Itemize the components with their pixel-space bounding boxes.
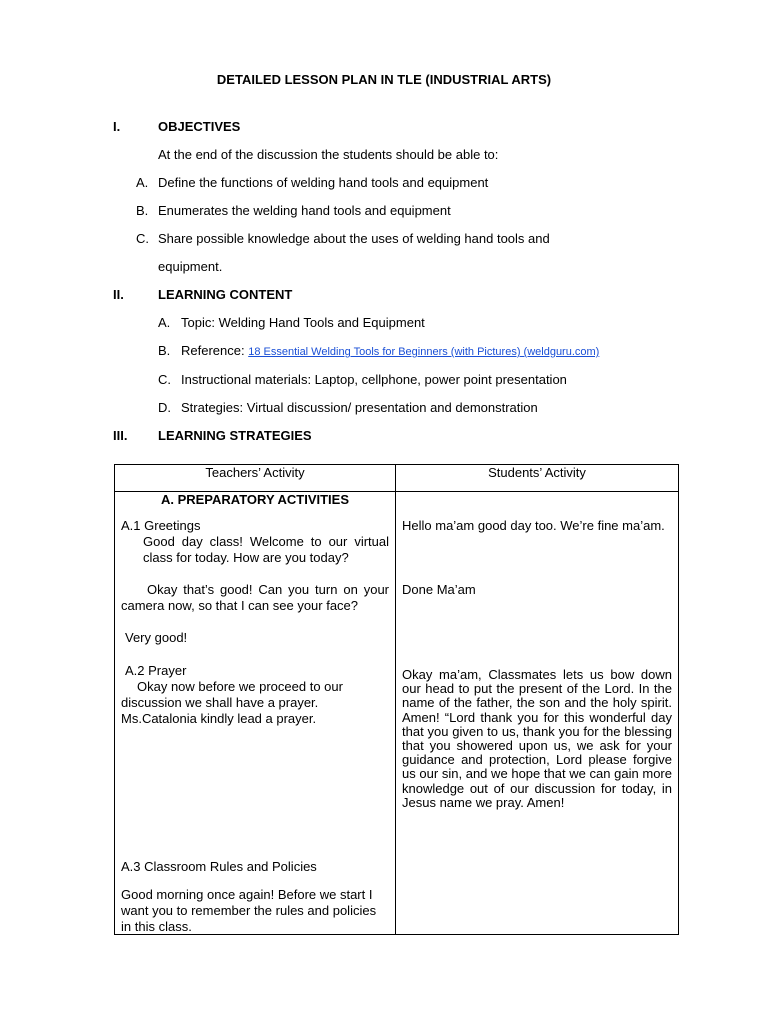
content-d-letter: D. — [158, 400, 171, 415]
a1-teacher-very-good: Very good! — [125, 630, 188, 645]
teacher-activity-cell — [115, 492, 396, 935]
section-1-numeral: I. — [113, 119, 121, 134]
header-teachers-activity: Teachers’ Activity — [115, 465, 396, 492]
content-c-text: Instructional materials: Laptop, cellphone, power point presentation — [181, 372, 567, 387]
table-header-row — [115, 465, 679, 492]
objective-c-text: Share possible knowledge about the uses of welding hand tools and — [158, 231, 550, 246]
a1-student-done: Done Ma’am — [402, 582, 476, 597]
section-2-heading: LEARNING CONTENT — [158, 287, 293, 302]
reference-label: Reference: — [181, 343, 249, 358]
a2-teacher-prayer: Okay now before we proceed to our discussion we shall have a prayer. Ms.Catalonia kindly lead a prayer. — [121, 679, 343, 726]
a2-label: A.2 Prayer — [125, 663, 187, 678]
section-3-numeral: III. — [113, 428, 128, 443]
a3-teacher-rules: Good morning once again! Before we start I want you to remember the rules and policies in this class. — [121, 887, 377, 934]
a1-label: A.1 Greetings — [121, 518, 201, 533]
objective-b-text: Enumerates the welding hand tools and equipment — [158, 203, 451, 218]
objective-c-continuation: equipment. — [158, 259, 223, 274]
content-a-text: Topic: Welding Hand Tools and Equipment — [181, 315, 425, 330]
objective-a-letter: A. — [136, 175, 149, 190]
a2-student-prayer: Okay ma’am, Classmates lets us bow down our head to put the present of the Lord. In the name of the father, the son and the holy spirit. Amen! “Lord thank you for this wonderful day that you given to us, thank you for the blessing that you showered upon us, we ask for your guidance and protection, Lord please forgive us our sin, and we hope that we can gain more knowledge out of our discussion for today, in Jesus name we pray. Amen! — [402, 667, 672, 810]
content-b-letter: B. — [158, 343, 171, 358]
a1-teacher-greeting: Good day class! Welcome to our virtual class for today. How are you today? — [143, 534, 389, 565]
header-students-activity: Students’ Activity — [396, 465, 679, 492]
content-a-letter: A. — [158, 315, 171, 330]
document-title: DETAILED LESSON PLAN IN TLE (INDUSTRIAL ARTS) — [216, 72, 552, 87]
student-activity-cell — [396, 492, 679, 935]
content-b-text — [181, 343, 599, 358]
a1-student-reply: Hello ma’am good day too. We’re fine ma’am. — [402, 518, 665, 533]
objectives-intro: At the end of the discussion the students should be able to: — [158, 147, 499, 162]
objective-a-text: Define the functions of welding hand tools and equipment — [158, 175, 489, 190]
section-3-heading: LEARNING STRATEGIES — [158, 428, 312, 443]
table-row — [115, 492, 679, 935]
content-c-letter: C. — [158, 372, 171, 387]
objective-b-letter: B. — [136, 203, 149, 218]
section-a-heading: A. PREPARATORY ACTIVITIES — [160, 492, 350, 507]
section-1-heading: OBJECTIVES — [158, 119, 241, 134]
activity-table — [114, 464, 679, 935]
a3-label: A.3 Classroom Rules and Policies — [121, 859, 317, 874]
content-d-text: Strategies: Virtual discussion/ presentation and demonstration — [181, 400, 538, 415]
objective-c-letter: C. — [136, 231, 149, 246]
section-2-numeral: II. — [113, 287, 124, 302]
a1-teacher-camera: Okay that’s good! Can you turn on your camera now, so that I can see your face? — [121, 582, 389, 613]
reference-link[interactable]: 18 Essential Welding Tools for Beginners (with Pictures) (weldguru.com) — [248, 346, 600, 358]
